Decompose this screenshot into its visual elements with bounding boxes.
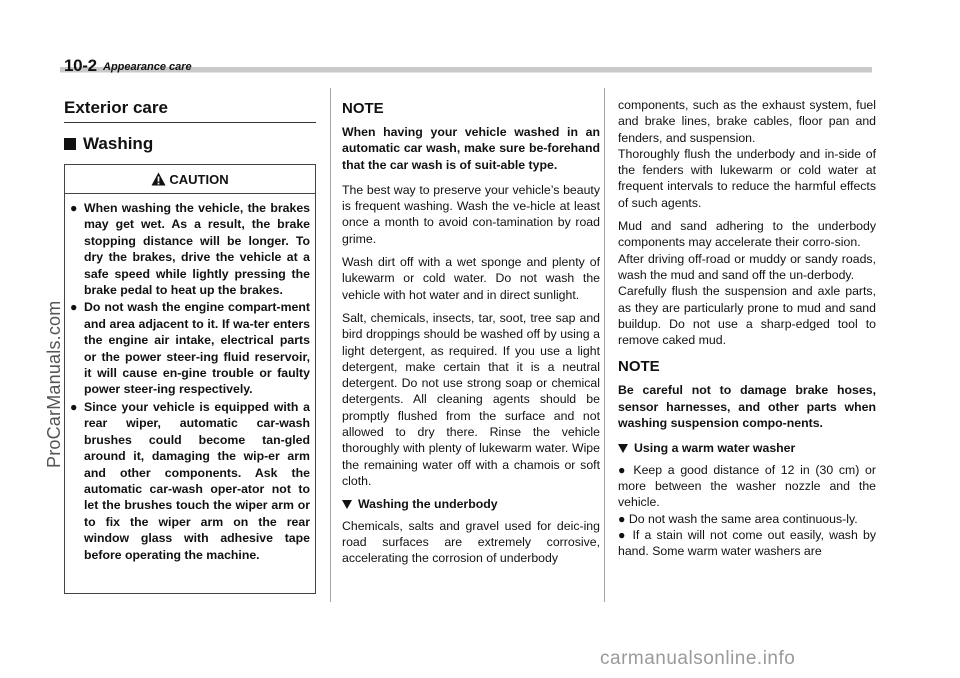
caution-item [70,299,310,397]
caution-list [70,200,310,564]
note-body: When having your vehicle washed in an automatic car wash, make sure be-forehand that the car wash is of suit-able type. [342,125,600,172]
paragraph: Thoroughly flush the underbody and in-side of the fenders with lukewarm or cold water at frequent intervals to reduce the harmful effects of such agents. [618,146,876,210]
column-2 [342,100,600,573]
triangle-bullet-icon [342,500,352,509]
note-heading: NOTE [618,358,660,376]
caution-item-text: Since your vehicle is equipped with a rear wiper, automatic car-wash brushes could become tan-gled around it, damaging the wip-er arm and other components. Ask the automatic car-wash oper-ator not to let the brushes touch the wiper arm or to fix the wiper arm on the rear window glass with adhesive tape before operating the machine. [84,399,310,562]
column-separator-1 [330,88,331,602]
list-item-text: Do not wash the same area continuous-ly. [628,511,858,526]
list-item-text: Keep a good distance of 12 in (30 cm) or more between the washer nozzle and the vehicle. [618,462,876,510]
heading-rule [64,122,316,123]
bullet-icon: ● [618,462,628,477]
warm-water-subheading-label: Using a warm water washer [634,441,796,456]
bullet-icon: ● [618,527,628,542]
bullet-icon: ● [70,399,78,414]
paragraph: Salt, chemicals, insects, tar, soot, tree sap and bird droppings should be washed off by using a light detergent, as required. If you use a light detergent, make certain that it is a neutral detergent. Do not use strong soap or chemical detergents. All cleaning agents should be promptly flushed from the surface and not allowed to dry there. Rinse the vehicle thoroughly with plenty of lukewarm water. Wipe the remaining water off with a chamois or soft cloth. [342,310,600,488]
column-3 [618,97,876,559]
warning-icon [151,172,166,186]
underbody-subheading-label: Washing the underbody [358,497,498,512]
caution-header [64,164,316,194]
paragraph: Carefully flush the suspension and axle parts, as they are particularly prone to mud and sand buildup. Do not use a sharp-edged tool to remove caked mud. [618,284,876,348]
note-heading: NOTE [342,100,384,117]
bullet-icon: ● [70,300,78,315]
bullet-icon: ● [618,511,626,526]
paragraph: components, such as the exhaust system, fuel and brake lines, brake cables, floor pan and fenders, and suspension. [618,98,876,145]
caution-label: CAUTION [169,171,229,187]
list-item [618,462,876,511]
caution-item [70,399,310,563]
bullet-icon: ● [70,201,78,215]
side-watermark: ProCarManuals.com [44,300,64,468]
paragraph: Mud and sand adhering to the underbody components may accelerate their corro-sion. [618,219,876,250]
square-bullet-icon [64,138,76,150]
list-item-text: If a stain will not come out easily, wash by hand. Some warm water washers are [618,527,876,559]
warm-water-subheading [618,440,876,456]
list-item [618,527,876,560]
underbody-subheading [342,496,600,512]
paragraph: After driving off-road or muddy or sandy roads, wash the mud and sand off the un-derbody. [618,251,876,282]
washing-heading-label: Washing [83,134,154,153]
paragraph: The best way to preserve your vehicle’s beauty is frequent washing. Wash the ve-hicle at least once a month to avoid con-tamination by road grime. [342,182,600,246]
bottom-watermark: carmanualsonline.info [600,648,796,669]
exterior-care-heading: Exterior care [64,98,168,117]
paragraph: Chemicals, salts and gravel used for deic-ing road surfaces are extremely corrosive, accelerating the corrosion of underbody [342,518,600,566]
column-separator-2 [604,88,605,602]
caution-item-text: When washing the vehicle, the brakes may get wet. As a result, the brake stopping distance will be longer. To dry the brakes, drive the vehicle at a safe speed while lightly pressing the brake pedal to heat up the brakes. [84,201,310,298]
section-title: Appearance care [103,61,192,73]
caution-item-text: Do not wash the engine compart-ment and area adjacent to it. If wa-ter enters the engine air intake, electrical parts or the power steer-ing fluid reservoir, it will cause en-gine trouble or faulty power steer-ing respectively. [84,300,310,397]
washing-heading [64,134,153,154]
paragraph: Wash dirt off with a wet sponge and plenty of lukewarm or cold water. Do not wash the vehicle with hot water and in direct sunlight. [342,255,600,302]
list-item [618,511,876,527]
note-body: Be careful not to damage brake hoses, sensor harnesses, and other parts when washing suspension compo-nents. [618,383,876,431]
triangle-bullet-icon [618,444,628,453]
page-number: 10-2 [64,56,97,75]
caution-item [70,200,310,298]
